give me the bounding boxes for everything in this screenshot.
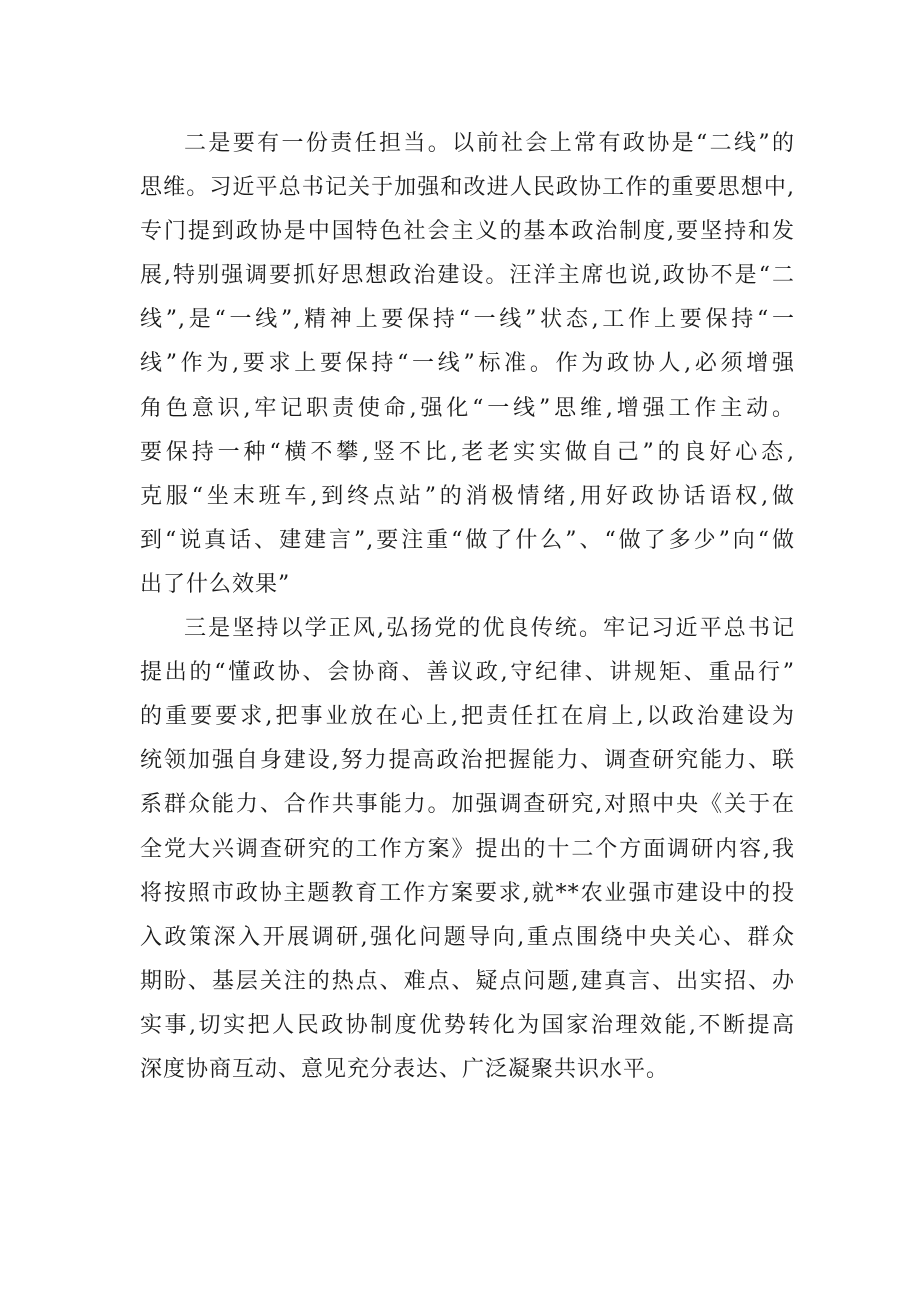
paragraph-line: 全党大兴调查研究的工作方案》提出的十二个方面调研内容,我 [140, 836, 795, 862]
paragraph-line: 展,特别强调要抓好思想政治建设。汪洋主席也说,政协不是“二 [140, 263, 795, 289]
paragraph-line: 出了什么效果” [140, 571, 291, 597]
paragraph-line: 期盼、基层关注的热点、难点、疑点问题,建真言、出实招、办 [140, 968, 795, 994]
paragraph-line: 思维。习近平总书记关于加强和改进人民政协工作的重要思想中, [140, 175, 795, 201]
paragraph-line: 将按照市政协主题教育工作方案要求,就**农业强市建设中的投 [140, 880, 795, 906]
paragraph-line: 三是坚持以学正风,弘扬党的优良传统。牢记习近平总书记 [184, 616, 795, 642]
paragraph-line: 系群众能力、合作共事能力。加强调查研究,对照中央《关于在 [140, 792, 795, 818]
document-body [140, 122, 795, 1092]
paragraph-line: 线”作为,要求上要保持“一线”标准。作为政协人,必须增强 [140, 351, 795, 377]
paragraph-line: 入政策深入开展调研,强化问题导向,重点围绕中央关心、群众 [140, 924, 795, 950]
paragraph-line: 角色意识,牢记职责使命,强化“一线”思维,增强工作主动。 [140, 395, 795, 421]
paragraph-line: 线”,是“一线”,精神上要保持“一线”状态,工作上要保持“一 [140, 307, 795, 333]
paragraph-line: 统领加强自身建设,努力提高政治把握能力、调查研究能力、联 [140, 748, 795, 774]
paragraph-line: 克服“坐末班车,到终点站”的消极情绪,用好政协话语权,做 [140, 483, 795, 509]
paragraph-line: 二是要有一份责任担当。以前社会上常有政协是“二线”的 [184, 131, 795, 156]
paragraph-line: 要保持一种“横不攀,竖不比,老老实实做自己”的良好心态, [140, 439, 795, 465]
paragraph-line: 专门提到政协是中国特色社会主义的基本政治制度,要坚持和发 [140, 219, 795, 245]
paragraph-responsibility [140, 122, 795, 607]
paragraph-line: 实事,切实把人民政协制度优势转化为国家治理效能,不断提高 [140, 1012, 795, 1038]
paragraph-line: 提出的“懂政协、会协商、善议政,守纪律、讲规矩、重品行” [140, 660, 795, 686]
paragraph-line: 深度协商互动、意见充分表达、广泛凝聚共识水平。 [140, 1056, 670, 1082]
paragraph-study-style [140, 607, 795, 1092]
paragraph-line: 到“说真话、建建言”,要注重“做了什么”、“做了多少”向“做 [140, 527, 795, 553]
paragraph-line: 的重要要求,把事业放在心上,把责任扛在肩上,以政治建设为 [140, 704, 795, 730]
